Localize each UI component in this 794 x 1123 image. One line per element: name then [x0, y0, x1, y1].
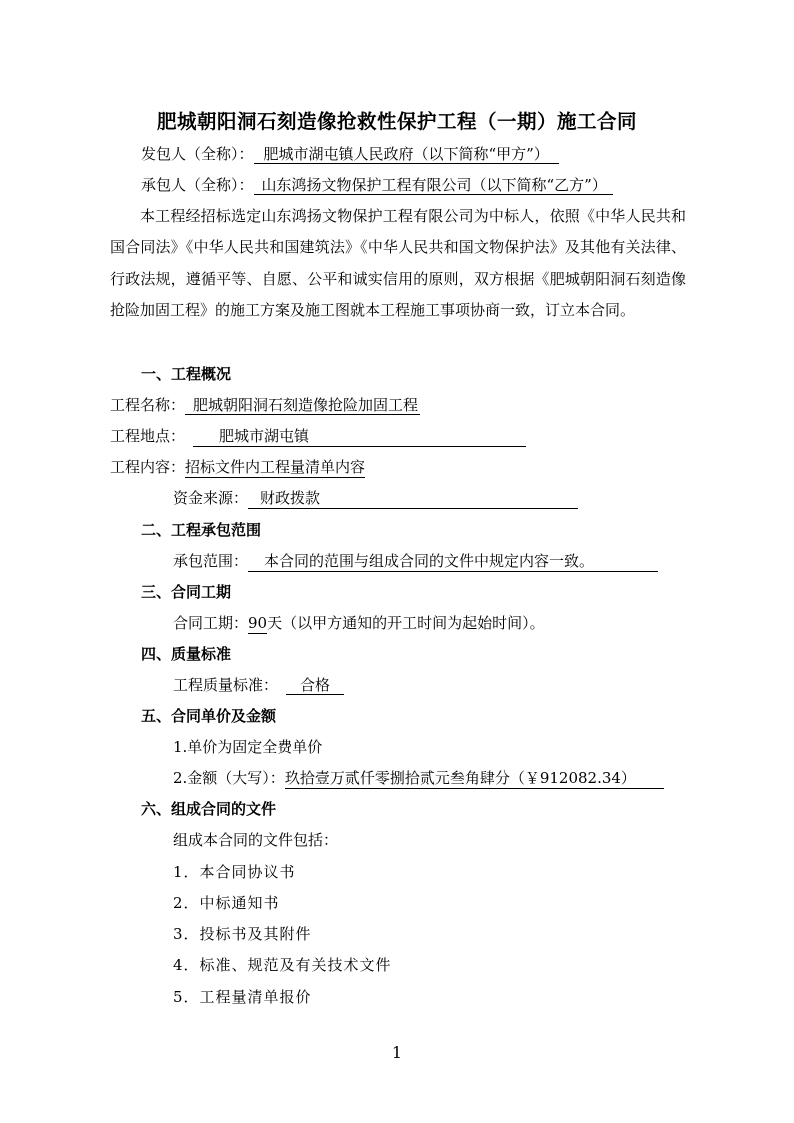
party-a-label: 发包人（全称）：: [141, 145, 254, 163]
scope-label: 承包范围：: [173, 552, 249, 570]
fund-source-label: 资金来源：: [173, 489, 249, 507]
page-number: 1: [391, 1043, 403, 1062]
section-6-heading: 六、组成合同的文件: [141, 800, 277, 818]
party-a-line: [141, 144, 559, 164]
fund-source-line: [173, 488, 578, 509]
section-1-heading: 一、工程概况: [141, 365, 232, 383]
amount-line: [173, 768, 664, 789]
section-5-heading: 五、合同单价及金额: [141, 707, 277, 725]
document-item: 2．中标通知书: [173, 894, 280, 912]
section-4-heading: 四、质量标准: [141, 645, 232, 663]
quality-label: 工程质量标准：: [173, 676, 279, 694]
scope-value: 本合同的范围与组成合同的文件中规定内容一致。: [248, 552, 658, 572]
scope-line: [173, 551, 658, 572]
project-location-value: 肥城市湖屯镇: [193, 427, 526, 447]
duration-line: [173, 613, 545, 634]
project-location-line: [110, 426, 526, 447]
intro-paragraph: 本工程经招标选定山东鸿扬文物保护工程有限公司为中标人，依照《中华人民共和国合同法》《中华人民共和国建筑法》《中华人民共和国文物保护法》及其他有关法律、行政法规，遵循平等、自愿、公平和诚实信用的原则，双方根据《肥城朝阳洞石刻造像抢险加固工程》的施工方案及施工图就本工程施工事项协商一致，订立本合同。: [110, 207, 686, 319]
document-item: 5．工程量清单报价: [173, 988, 312, 1006]
duration-suffix: 天（以甲方通知的开工时间为起始时间）。: [267, 614, 545, 632]
amount-value: 玖拾壹万贰仟零捌拾贰元叁角肆分（￥912082.34）: [285, 769, 664, 789]
documents-intro: 组成本合同的文件包括：: [173, 831, 339, 849]
duration-days: 90: [248, 614, 268, 632]
party-a-value: 肥城市湖屯镇人民政府（以下简称“甲方”）: [254, 145, 559, 164]
document-item: 1．本合同协议书: [173, 863, 296, 881]
duration-label: 合同工期：: [173, 614, 249, 632]
document-item: 4．标准、规范及有关技术文件: [173, 956, 392, 974]
amount-label: 2.金额（大写）：: [173, 769, 285, 787]
quality-line: [173, 675, 344, 695]
document-item: 3．投标书及其附件: [173, 925, 312, 943]
contract-title: 肥城朝阳洞石刻造像抢救性保护工程（一期）施工合同: [156, 110, 637, 133]
quality-value: 合格: [286, 676, 344, 695]
fund-source-value: 财政拨款: [248, 489, 578, 509]
section-3-heading: 三、合同工期: [141, 583, 232, 601]
party-b-label: 承包人（全称）：: [141, 176, 254, 194]
project-location-label: 工程地点：: [110, 427, 186, 445]
project-content-line: [110, 457, 365, 478]
project-name-value: 肥城朝阳洞石刻造像抢险加固工程: [185, 396, 420, 415]
party-b-line: [141, 175, 613, 195]
project-content-value: 招标文件内工程量清单内容: [185, 458, 366, 476]
project-name-label: 工程名称：: [110, 396, 186, 414]
project-content-label: 工程内容：: [110, 458, 186, 476]
project-name-line: [110, 395, 420, 415]
party-b-value: 山东鸿扬文物保护工程有限公司（以下简称“乙方”）: [254, 176, 613, 195]
section-2-heading: 二、工程承包范围: [141, 521, 262, 539]
unit-price-item: 1.单价为固定全费单价: [173, 738, 323, 756]
